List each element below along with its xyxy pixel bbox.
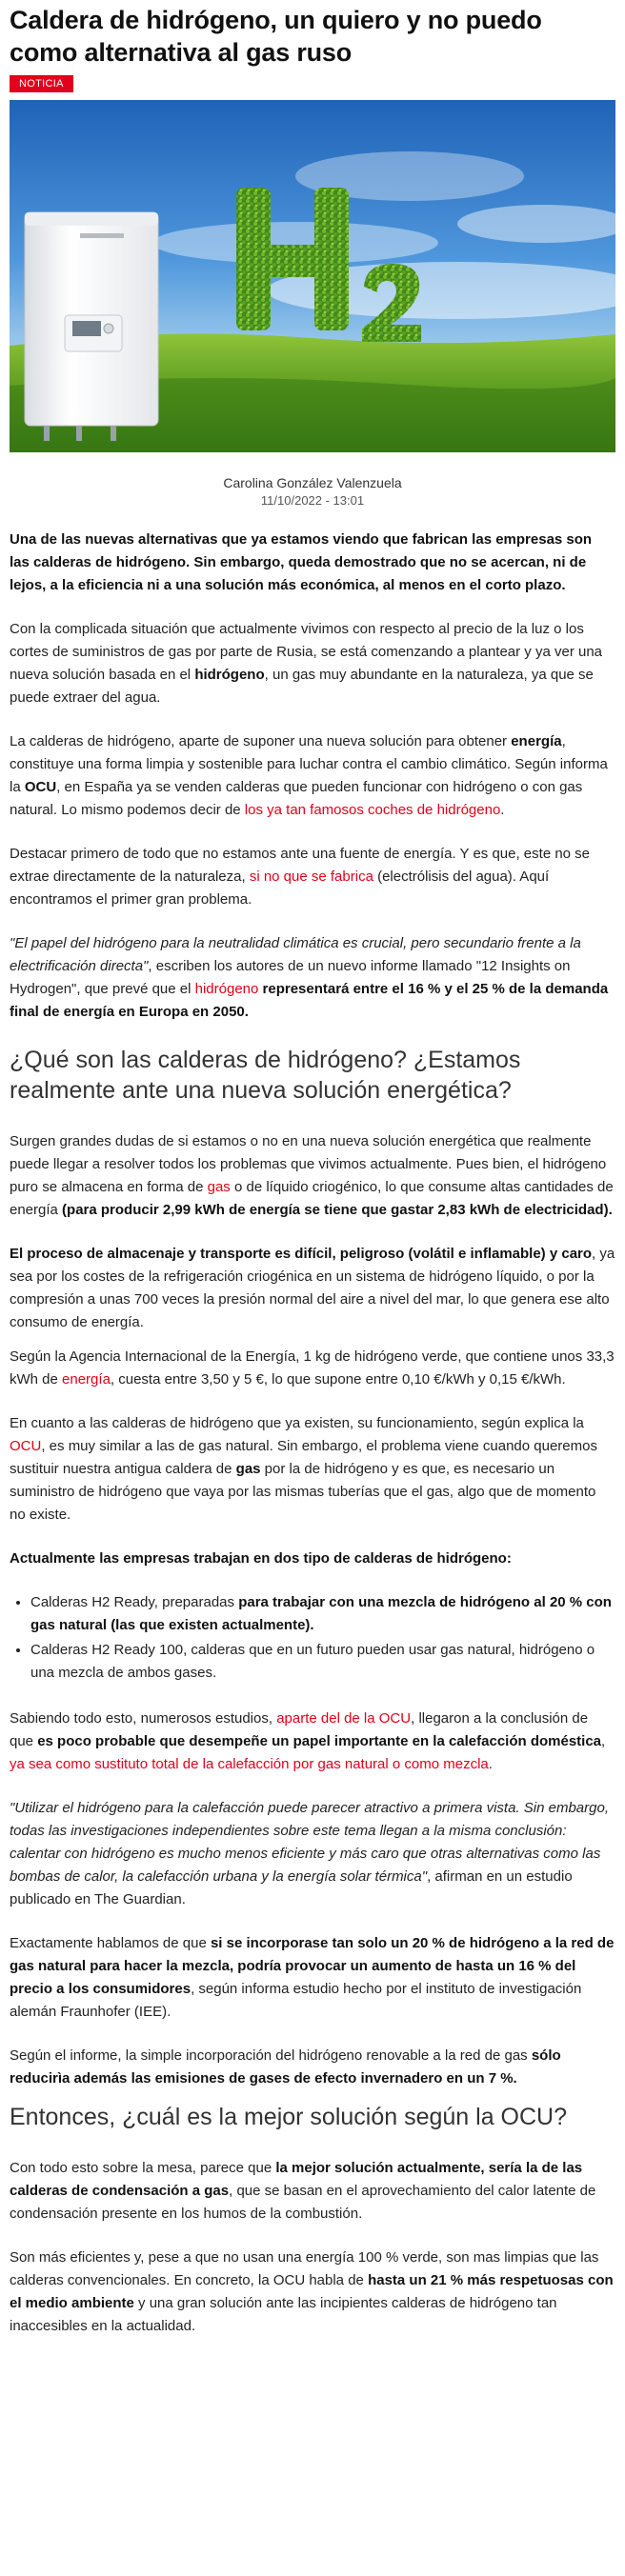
link-gas[interactable]: gas [207,1179,231,1195]
paragraph: Con todo esto sobre la mesa, parece que la mejor solución actualmente, sería la de las calderas de condensación a gas, que se basan en el aprovechamiento del calor latente de condensación presente en los humos de la combustión. [10,2160,596,2222]
link-aparte-ocu[interactable]: aparte del de la OCU [276,1710,412,1727]
paragraph: Exactamente hablamos de que si se incorporase tan solo un 20 % de hidrógeno a la red de gas natural para hacer la mezcla, podría provocar un aumento de hasta un 16 % del precio a los consumidores, según informa estudio hecho por el instituto de investigación alemán Fraunhofer (IEE). [10,1935,615,2020]
list-item: • Calderas H2 Ready, preparadas para trabajar con una mezcla de hidrógeno al 20 % con gas natural (las que existen actualmente). [30,1591,615,1637]
article-title: Caldera de hidrógeno, un quiero y no puedo como alternativa al gas ruso [10,6,542,67]
paragraph: Sabiendo todo esto, numerosos estudios, aparte del de la OCU, llegaron a la conclusión de que es poco probable que desempeñe un papel importante en la calefacción doméstica, ya sea como sustituto total de la calefacción por gas natural o como mezcla. [10,1710,606,1772]
paragraph: Según el informe, la simple incorporación del hidrógeno renovable a la red de gas sólo reducirìa además las emisiones de gases de efecto invernadero en un 7 %. [10,2047,561,2087]
byline [10,475,615,508]
paragraph: En cuanto a las calderas de hidrógeno que ya existen, su funcionamiento, según explica la OCU, es muy similar a las de gas natural. Sin embargo, el problema viene cuando queremos sustituir nuestra antigua caldera de gas por la de hidrógeno y es que, es necesario un suministro de hidrógeno que vaya por las mismas tuberías que el gas, algo que de momento no existe. [10,1415,597,1523]
section-heading: ¿Qué son las calderas de hidrógeno? ¿Estamos realmente ante una nueva solución energética? [10,1047,521,1104]
hero-image [10,100,615,452]
link-ocu[interactable]: OCU [10,1438,42,1454]
boiler-illustration [25,212,158,441]
section-heading: Entonces, ¿cuál es la mejor solución según la OCU? [10,2104,568,2130]
link-se-fabrica[interactable]: si no que se fabrica [249,869,373,885]
paragraph: Actualmente las empresas trabajan en dos tipo de calderas de hidrógeno: [10,1550,512,1567]
boiler-types-list [10,1591,615,1685]
link-energia[interactable]: energía [62,1371,111,1388]
quote-paragraph: "Utilizar el hidrógeno para la calefacción puede parecer atractivo a primera vista. Sin embargo, todas las investigaciones independientes sobre este tema llegan a la misma conclusión: calentar con hidrógeno es mucho menos eficiente y más caro que otras alternativas como las bombas de calor, la calefacción urbana y la energía solar térmica", afirman en un estudio publicado en The Guardian. [10,1800,609,1907]
link-sustituto-calefaccion[interactable]: ya sea como sustituto total de la calefacción por gas natural o como mezcla [10,1756,489,1772]
publish-date: 11/10/2022 - 13:01 [260,493,365,508]
lead-paragraph: Una de las nuevas alternativas que ya estamos viendo que fabrican las empresas son las calderas de hidrógeno. Sin embargo, queda demostrado que no se acercan, ni de lejos, a la eficiencia ni a una solución más económica, al menos en el corto plazo. [10,531,593,593]
paragraph: El proceso de almacenaje y transporte es difícil, peligroso (volátil e inflamable) y caro, ya sea por los costes de la refrigeración criogénica en un sistema de hidrógeno líquido, o por la compresión a unas 700 veces la presión normal del aire a nivel del mar, lo que genera ese alto consumo de energía. [10,1246,615,1330]
link-coches-hidrogeno[interactable]: los ya tan famosos coches de hidrógeno [244,802,501,818]
paragraph: La calderas de hidrógeno, aparte de suponer una nueva solución para obtener energía, constituye una forma limpia y sostenible para luchar contra el cambio climático. Según informa la OCU, en España ya se venden calderas que pueden funcionar con hidrógeno o con gas natural. Lo mismo podemos decir de los ya tan famosos coches de hidrógeno. [10,733,608,818]
paragraph: Con la complicada situación que actualmente vivimos con respecto al precio de la luz o los cortes de suministros de gas por parte de Rusia, se está comenzando a plantear y ya ver una nueva solución basada en el hidrógeno, un gas muy abundante en la naturaleza, ya que se puede extraer del agua. [10,621,603,706]
article-page [0,4,625,2338]
article-body [10,529,615,2338]
paragraph: Surgen grandes dudas de si estamos o no en una nueva solución energética que realmente puede llegar a resolver todos los problemas que vivimos actualmente. Pues bien, el hidrógeno puro se almacena en forma de gas o de líquido criogénico, lo que consume altas cantidades de energía (para producir 2,99 kWh de energía se tiene que gastar 2,83 kWh de electricidad). [10,1133,614,1218]
quote-paragraph: "El papel del hidrógeno para la neutralidad climática es crucial, pero secundario frente a la electrificación directa", escriben los autores de un nuevo informe llamado "12 Insights on Hydrogen", que prevé que el hidrógeno representará entre el 16 % y el 25 % de la demanda final de energía en Europa en 2050. [10,935,609,1020]
link-hidrogeno[interactable]: hidrógeno [194,981,259,997]
author-name[interactable]: Carolina González Valenzuela [223,475,402,490]
paragraph: Según la Agencia Internacional de la Energía, 1 kg de hidrógeno verde, que contiene unos 33,3 kWh de energía, cuesta entre 3,50 y 5 €, lo que supone entre 0,10 €/kWh y 0,15 €/kWh. [10,1348,615,1388]
list-item: • Calderas H2 Ready 100, calderas que en un futuro pueden usar gas natural, hidrógeno o una mezcla de ambos gases. [30,1639,615,1685]
paragraph: Son más eficientes y, pese a que no usan una energía 100 % verde, son mas limpias que las calderas convencionales. En concreto, la OCU habla de hasta un 21 % más respetuosas con el medio ambiente y una gran solución ante las incipientes calderas de hidrógeno tan inaccesibles en la actualidad. [10,2249,614,2334]
category-badge[interactable]: NOTICIA [10,75,73,92]
paragraph: Destacar primero de todo que no estamos ante una fuente de energía. Y es que, este no se extrae directamente de la naturaleza, si no que se fabrica (electrólisis del agua). Aquí encontramos el primer gran problema. [10,846,591,908]
